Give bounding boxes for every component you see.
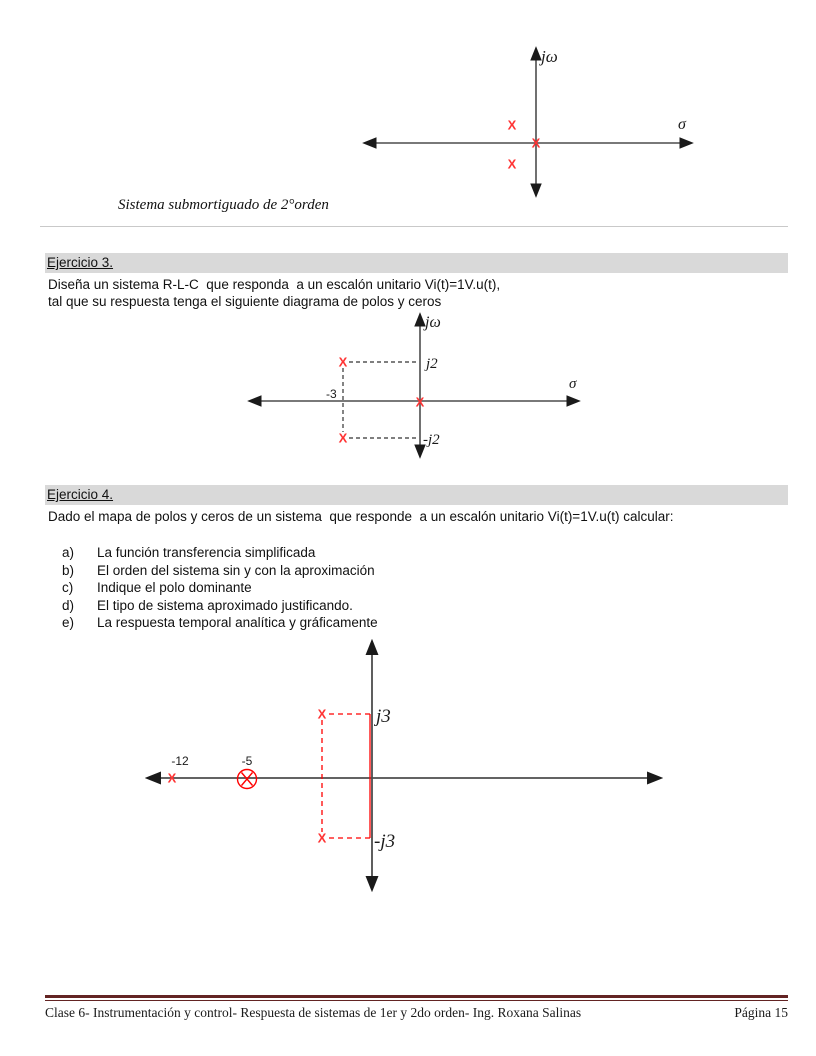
pole-marker: X [338,354,348,370]
list-item [62,580,378,598]
minus-5-label: -5 [241,754,253,768]
section-divider [40,226,788,227]
ejercicio4-title: Ejercicio 4. [47,487,114,502]
ejercicio4-item-list [62,545,378,633]
list-item-label: c) [62,580,74,596]
pole-marker: X [415,394,425,410]
pole-zero-marker [238,770,257,789]
list-item-text: El orden del sistema sin y con la aproximación [97,562,375,578]
list-item-label: a) [62,545,75,560]
list-item [62,563,378,581]
list-item-text: Indique el polo dominante [97,580,252,596]
minus-3-label: -3 [326,387,337,401]
j2-label: j2 [426,356,438,372]
footer-course-info: Clase 6- Instrumentación y control- Respuesta de sistemas de 1er y 2do orden- Ing. Roxana Salinas [45,1005,582,1020]
sigma-axis-label: σ [569,376,577,392]
minus-j3-label: -j3 [374,831,396,852]
ejercicio3-text-line2: tal que su respuesta tenga el siguiente diagrama de polos y ceros [48,294,442,309]
ejercicio3-title: Ejercicio 3. [47,255,114,270]
list-item-label: d) [62,597,75,613]
pole-zero-diagram-3 [130,632,690,927]
pole-marker: X [338,430,348,446]
pole-zero-diagram-1 [350,35,705,210]
ejercicio3-text-line1: Diseña un sistema R-L-C que responda a un escalón unitario Vi(t)=1V.u(t), [48,277,501,292]
pole-marker: X [531,135,541,151]
pole-marker: X [507,117,517,133]
footer-rule [45,995,788,1001]
pole-marker: X [317,706,327,722]
list-item-text: La función transferencia simplificada [97,545,316,560]
list-item-label: b) [62,562,75,578]
pole-marker: X [317,830,327,846]
list-item-text: La respuesta temporal analítica y gráficamente [97,615,378,631]
pole-zero-diagram-2 [240,306,590,464]
ejercicio4-intro: Dado el mapa de polos y ceros de un sistema que responde a un escalón unitario Vi(t)=1V.u(t) calcular: [48,509,674,524]
page-footer [45,1005,788,1021]
jw-axis-label: jω [425,314,441,331]
list-item-label: e) [62,615,75,631]
ejercicio4-header-bar [45,485,788,505]
list-item [62,545,378,563]
footer-page-number: Página 15 [734,1005,788,1020]
pole-marker: X [507,156,517,172]
list-item [62,615,378,633]
minus-12-label: -12 [171,754,189,768]
figure1-caption: Sistema submortiguado de 2°orden [118,197,329,213]
pole-marker: X [167,770,177,786]
list-item [62,598,378,616]
sigma-axis-label: σ [678,116,686,133]
minus-j2-label: -j2 [423,432,440,448]
list-item-text: El tipo de sistema aproximado justificando. [97,597,353,613]
j3-label: j3 [376,706,391,727]
jw-axis-label: jω [541,47,558,66]
ejercicio3-header-bar [45,253,788,273]
